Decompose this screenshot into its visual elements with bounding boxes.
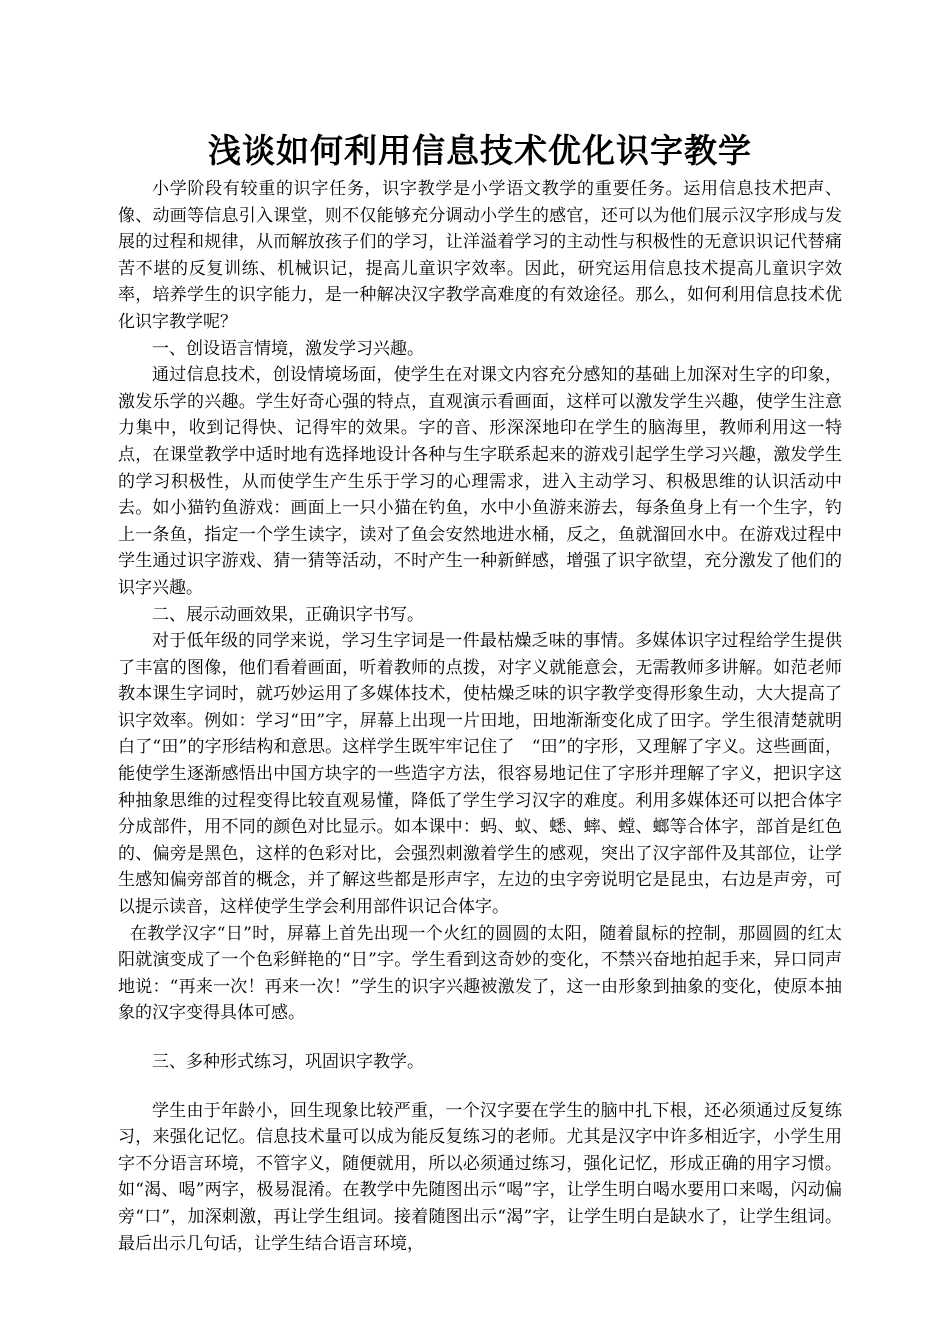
paragraph-section-3: 学生由于年龄小，回生现象比较严重，一个汉字要在学生的脑中扎下根，还必须通过反复练习，来强化记忆。信息技术量可以成为能反复练习的老师。尤其是汉字中许多相近字，小学生用字不分语言环境，不管字义，随便就用，所以必须通过练习，强化记忆，形成正确的用字习惯。如“渴、喝”两字，极易混淆。在教学中先随图出示“喝”字，让学生明白喝水要用口来喝，闪动偏旁“口”，加深刺激，再让学生组词。接着随图出示“渴”字，让学生明白是缺水了，让学生组词。最后出示几句话，让学生结合语言环境，: [118, 1100, 842, 1254]
section-heading-3: 三、多种形式练习，巩固识字教学。: [152, 1052, 424, 1072]
paragraph-ri-example: 在教学汉字“日”时，屏幕上首先出现一个火红的圆圆的太阳，随着鼠标的控制，那圆圆的红太阳就演变成了一个色彩鲜艳的“日”字。学生看到这奇妙的变化，不禁兴奋地拍起手来，异口同声地说：“再来一次！再来一次！”学生的识字兴趣被激发了，这一由形象到抽象的变化，使原本抽象的汉字变得具体可感。: [118, 923, 842, 1024]
paragraph-section-2: 对于低年级的同学来说，学习生字词是一件最枯燥乏味的事情。多媒体识字过程给学生提供了丰富的图像，他们看着画面，听着教师的点拨，对字义就能意会，无需教师多讲解。如范老师教本课生字词时，就巧妙运用了多媒体技术，使枯燥乏味的识字教学变得形象生动，大大提高了识字效率。例如：学习“田”字，屏幕上出现一片田地，田地渐渐变化成了田字。学生很清楚就明白了“田”的字形结构和意思。这样学生既牢牢记住了 “田”的字形，又理解了字义。这些画面，能使学生逐渐感悟出中国方块字的一些造字方法，很容易地记住了字形并理解了字义，把识字这种抽象思维的过程变得比较直观易懂，降低了学生学习汉字的难度。利用多媒体还可以把合体字分成部件，用不同的颜色对比显示。如本课中：蚂、蚁、蟋、蟀、螳、螂等合体字，部首是红色的、偏旁是黑色，这样的色彩对比，会强烈刺激着学生的感观，突出了汉字部件及其部位，让学生感知偏旁部首的概念，并了解这些都是形声字，左边的虫字旁说明它是昆虫，右边是声旁，可以提示读音，这样使学生学会利用部件识记合体字。: [118, 631, 842, 918]
document-page: [118, 126, 842, 1257]
document-title: 浅谈如何利用信息技术优化识字教学: [208, 131, 752, 170]
paragraph-intro: 小学阶段有较重的识字任务，识字教学是小学语文教学的重要任务。运用信息技术把声、像、动画等信息引入课堂，则不仅能够充分调动小学生的感官，还可以为他们展示汉字形成与发展的过程和规律，从而解放孩子们的学习，让洋溢着学习的主动性与积极性的无意识识记代替痛苦不堪的反复训练、机械识记，提高儿童识字效率。因此，研究运用信息技术提高儿童识字效率，培养学生的识字能力，是一种解决汉字教学高难度的有效途径。那么，如何利用信息技术优化识字教学呢？: [118, 179, 842, 332]
section-heading-2: 二、展示动画效果，正确识字书写。: [152, 604, 424, 625]
paragraph-section-1: 通过信息技术，创设情境场面，使学生在对课文内容充分感知的基础上加深对生字的印象，激发乐学的兴趣。学生好奇心强的特点，直观演示看画面，这样可以激发学生兴趣，使学生注意力集中，收到记得快、记得牢的效果。字的音、形深深地印在学生的脑海里，教师利用这一特点，在课堂教学中适时地有选择地设计各种与生字联系起来的游戏引起学生学习兴趣，激发学生的学习积极性，从而使学生产生乐于学习的心理需求，进入主动学习、积极思维的认识活动中去。如小猫钓鱼游戏：画面上一只小猫在钓鱼，水中小鱼游来游去，每条鱼身上有一个生字，钓上一条鱼，指定一个学生读字，读对了鱼会安然地进水桶，反之，鱼就溜回水中。在游戏过程中学生通过识字游戏、猜一猜等活动，不时产生一种新鲜感，增强了识字欲望，充分激发了他们的识字兴趣。: [118, 365, 842, 598]
section-heading-1: 一、创设语言情境，激发学习兴趣。: [152, 338, 424, 359]
